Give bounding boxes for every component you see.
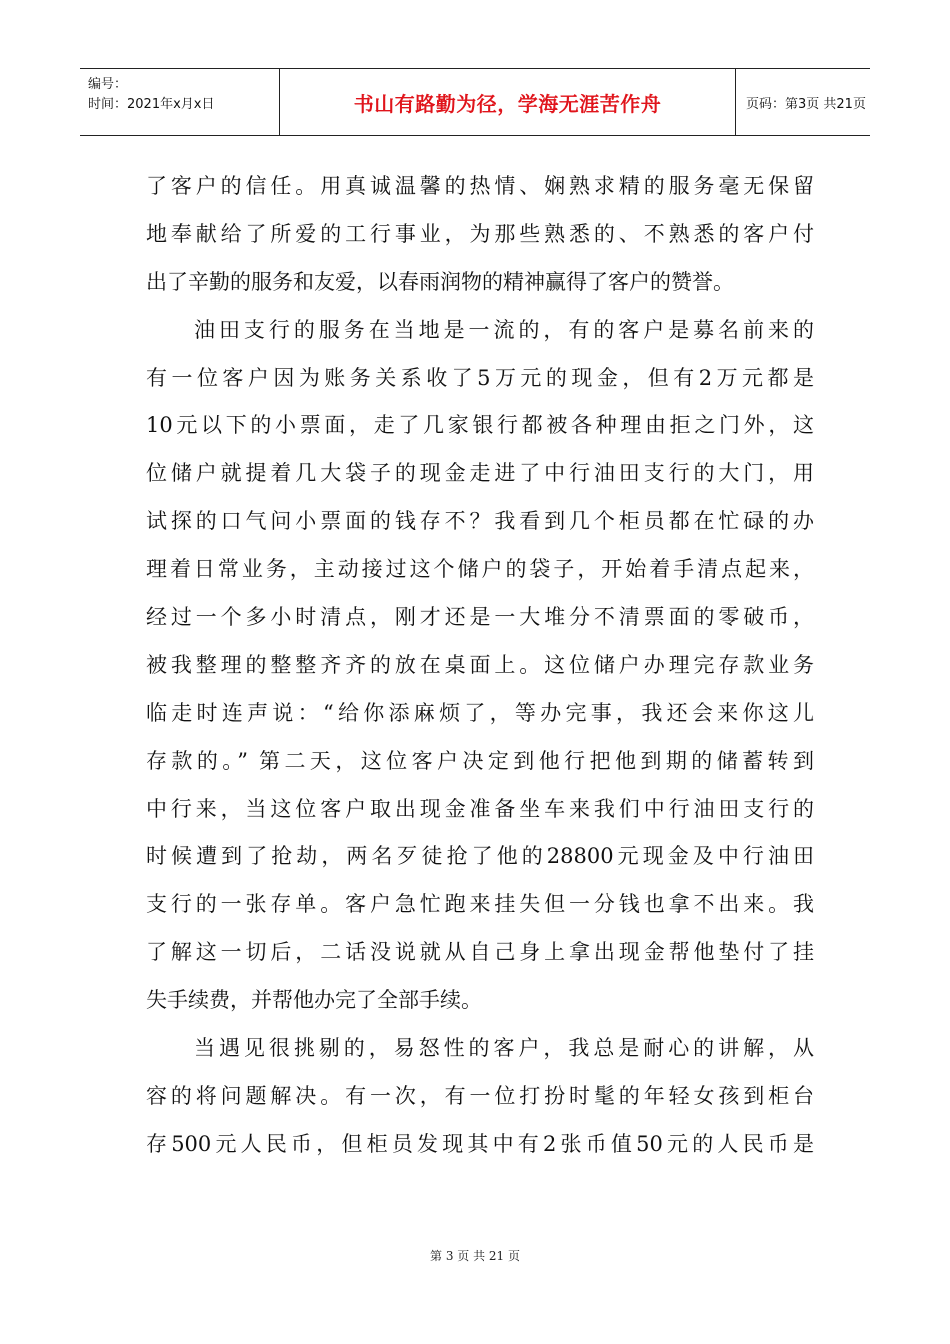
- header-motto: 书山有路勤为径，学海无涯苦作舟: [353, 91, 662, 116]
- page-footer: [0, 1247, 950, 1264]
- text-line: 失手续费，并帮他办完了全部手续。: [146, 988, 482, 1013]
- text-line: 10元以下的小票面，走了几家银行都被各种理由拒之门外，这: [146, 413, 814, 438]
- text-line: 时候遭到了抢劫，两名歹徒抢了他的28800元现金及中行油田: [146, 844, 814, 869]
- text-line: 存款的。” 第二天，这位客户决定到他行把他到期的储蓄转到: [146, 748, 814, 773]
- text-line: 经过一个多小时清点，刚才还是一大堆分不清票面的零破币，: [146, 605, 814, 630]
- text-line: 当遇见很挑剔的，易怒性的客户，我总是耐心的讲解，从: [194, 1036, 814, 1061]
- text-line: 被我整理的整整齐齐的放在桌面上。这位储户办理完存款业务: [146, 652, 814, 677]
- page-header: [80, 68, 870, 136]
- document-date-label: 时间：2021年x月x日: [88, 97, 215, 112]
- header-meta: [80, 69, 280, 135]
- text-line: 位储户就提着几大袋子的现金走进了中行油田支行的大门，用: [146, 461, 814, 486]
- text-line: 容的将问题解决。有一次，有一位打扮时髦的年轻女孩到柜台: [146, 1083, 814, 1108]
- text-line: 试探的口气问小票面的钱存不？我看到几个柜员都在忙碌的办: [146, 509, 814, 534]
- header-motto-cell: [280, 69, 736, 135]
- header-page-number: 页码：第3页 共21页: [746, 96, 866, 112]
- text-line: 支行的一张存单。客户急忙跑来挂失但一分钱也拿不出来。我: [146, 892, 814, 917]
- text-line: 地奉献给了所爱的工行事业，为那些熟悉的、不熟悉的客户付: [146, 221, 814, 246]
- text-line: 有一位客户因为账务关系收了5万元的现金，但有2万元都是: [146, 365, 814, 390]
- text-line: 理着日常业务，主动接过这个储户的袋子，开始着手清点起来，: [146, 557, 814, 582]
- text-line: 中行来，当这位客户取出现金准备坐车来我们中行油田支行的: [146, 796, 814, 821]
- text-line: 油田支行的服务在当地是一流的，有的客户是募名前来的: [194, 317, 814, 342]
- text-line: 了解这一切后，二话没说就从自己身上拿出现金帮他垫付了挂: [146, 940, 814, 965]
- text-line: 存500元人民币，但柜员发现其中有2张币值50元的人民币是: [146, 1131, 814, 1156]
- document-number-label: 编号：: [88, 77, 128, 92]
- body-text: [146, 163, 814, 1169]
- text-line: 了客户的信任。用真诚温馨的热情、娴熟求精的服务毫无保留: [146, 174, 814, 198]
- footer-page-number: 第 3 页 共 21 页: [430, 1249, 520, 1263]
- text-line: 临走时连声说：“给你添麻烦了，等办完事，我还会来你这儿: [146, 700, 814, 725]
- header-page-cell: [736, 69, 870, 135]
- text-line: 出了辛勤的服务和友爱，以春雨润物的精神赢得了客户的赞誉。: [146, 269, 734, 294]
